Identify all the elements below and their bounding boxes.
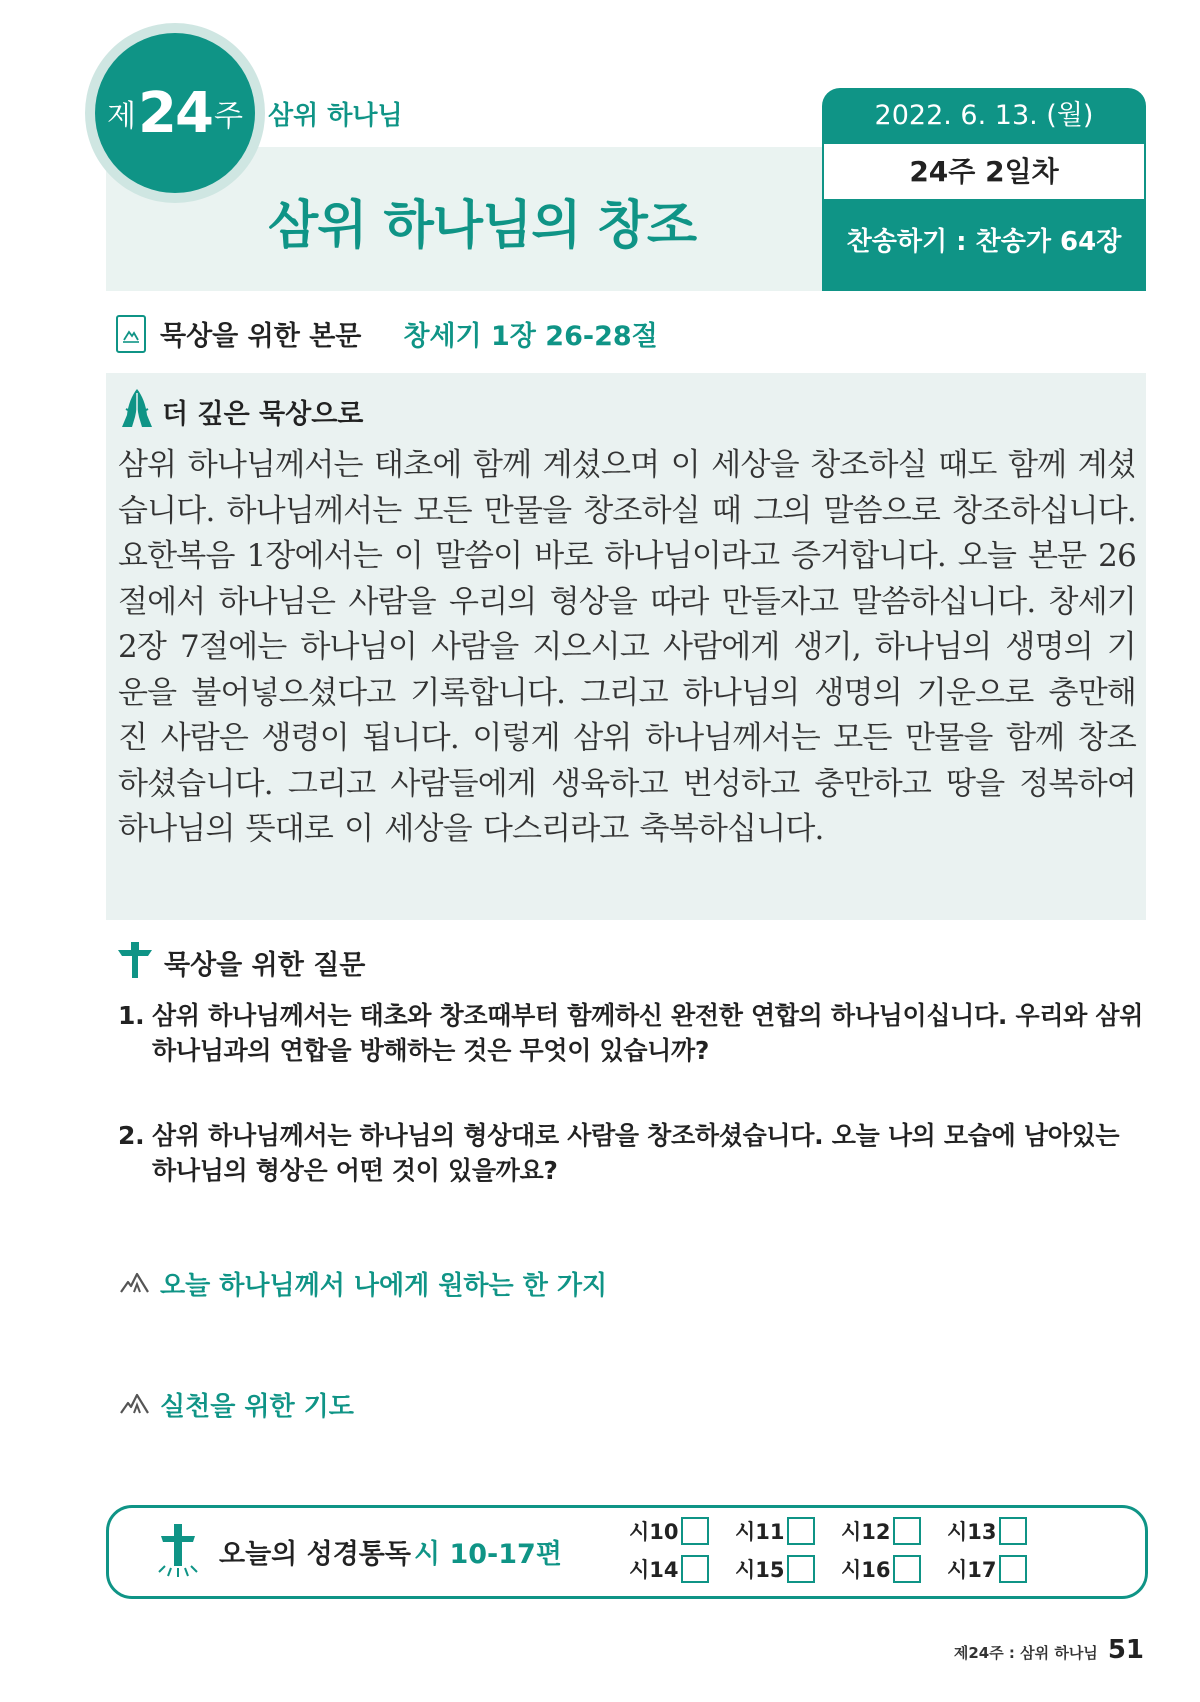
scripture-reference: 창세기 1장 26-28절 xyxy=(403,321,658,352)
praying-hands-icon xyxy=(118,387,156,435)
checkbox[interactable] xyxy=(681,1517,709,1545)
prayer-prompt-text: 실천을 위한 기도 xyxy=(160,1392,354,1422)
week-number: 24 xyxy=(138,80,212,146)
chapter-label: 시17 xyxy=(947,1558,997,1582)
question-number: 2. xyxy=(118,1121,145,1150)
checkbox[interactable] xyxy=(787,1555,815,1583)
reading-check-item[interactable] xyxy=(735,1514,841,1548)
meditation-body: 삼위 하나님께서는 태초에 함께 계셨으며 이 세상을 창조하실 때도 함께 계셨습니다. 하나님께서는 모든 만물을 창조하실 때 그의 말씀으로 창조하십니다. 요한복음 1장에서는 이 말씀이 바로 하나님이라고 증거합니다. 오늘 본문 26절에서 하나님은 사람을 우리의 형상을 따라 만들자고 말씀하십니다. 창세기 2장 7절에는 하나님이 사람을 지으시고 사람에게 생기, 하나님의 생명의 기운을 불어넣으셨다고 기록합니다. 그리고 하나님의 생명의 기운으로 충만해진 사람은 생령이 됩니다. 이렇게 삼위 하나님께서는 모든 만물을 함께 창조하셨습니다. 그리고 사람들에게 생육하고 번성하고 충만하고 땅을 정복하여 하나님의 뜻대로 이 세상을 다스리라고 축복하십니다. xyxy=(118,447,1136,847)
bible-reading-bar xyxy=(106,1505,1148,1599)
meditation-heading-text: 더 깊은 묵상으로 xyxy=(162,398,364,430)
question-text: 삼위 하나님께서는 하나님의 형상대로 사람을 창조하셨습니다. 오늘 나의 모습에 남아있는 하나님의 형상은 어떤 것이 있을까요? xyxy=(152,1121,1120,1185)
chapter-label: 시10 xyxy=(629,1520,679,1544)
checkbox[interactable] xyxy=(893,1555,921,1583)
reading-check-item[interactable] xyxy=(629,1552,735,1586)
question-number: 1. xyxy=(118,1001,145,1030)
question-text: 삼위 하나님께서는 태초와 창조때부터 함께하신 완전한 연합의 하나님이십니다. 우리와 삼위 하나님과의 연합을 방해하는 것은 무엇이 있습니까? xyxy=(152,1001,1144,1065)
reading-check-item[interactable] xyxy=(841,1514,947,1548)
scripture-label: 묵상을 위한 본문 xyxy=(160,321,362,352)
cross-icon xyxy=(116,940,154,984)
meditation-box xyxy=(106,373,1146,920)
checkbox[interactable] xyxy=(999,1517,1027,1545)
checkbox[interactable] xyxy=(787,1517,815,1545)
question-item xyxy=(118,1118,1148,1188)
question-item xyxy=(118,998,1148,1068)
mountain-icon xyxy=(120,1270,150,1298)
checkbox[interactable] xyxy=(999,1555,1027,1583)
prayer-prompt xyxy=(120,1386,354,1423)
page-footer xyxy=(954,1635,1144,1665)
reading-check-item[interactable] xyxy=(947,1514,1053,1548)
reading-check-item[interactable] xyxy=(629,1514,735,1548)
wish-prompt xyxy=(120,1265,607,1302)
chapter-label: 시14 xyxy=(629,1558,679,1582)
week-prefix: 제 xyxy=(107,99,137,134)
bible-book-icon xyxy=(116,315,146,353)
day-label: 24주 2일차 xyxy=(824,144,1144,199)
chapter-label: 시13 xyxy=(947,1520,997,1544)
week-suffix: 주 xyxy=(213,99,243,134)
week-badge xyxy=(95,33,255,193)
mountain-icon xyxy=(120,1391,150,1419)
questions-heading-text: 묵상을 위한 질문 xyxy=(164,949,366,981)
reading-checklist xyxy=(629,1514,1053,1586)
checkbox[interactable] xyxy=(893,1517,921,1545)
chapter-label: 시11 xyxy=(735,1520,785,1544)
checkbox[interactable] xyxy=(681,1555,709,1583)
reading-check-item[interactable] xyxy=(947,1552,1053,1586)
cross-light-icon xyxy=(153,1520,203,1582)
chapter-label: 시15 xyxy=(735,1558,785,1582)
theme-label: 삼위 하나님 xyxy=(268,101,403,131)
questions-heading xyxy=(116,940,365,984)
page-title: 삼위 하나님의 창조 xyxy=(268,196,697,256)
footer-text: 제24주 : 삼위 하나님 xyxy=(953,1644,1098,1662)
reading-check-item[interactable] xyxy=(735,1552,841,1586)
reading-title: 오늘의 성경통독 xyxy=(219,1539,411,1570)
reading-check-item[interactable] xyxy=(841,1552,947,1586)
wish-prompt-text: 오늘 하나님께서 나에게 원하는 한 가지 xyxy=(160,1271,608,1301)
scripture-row xyxy=(116,314,658,353)
date-text: 2022. 6. 13. (월) xyxy=(874,100,1094,131)
date-panel xyxy=(822,88,1146,291)
reading-range: 시 10-17편 xyxy=(414,1539,562,1570)
hymn-label: 찬송하기 : 찬송가 64장 xyxy=(846,227,1122,257)
page-number: 51 xyxy=(1107,1635,1144,1665)
chapter-label: 시16 xyxy=(841,1558,891,1582)
meditation-heading xyxy=(118,387,363,435)
chapter-label: 시12 xyxy=(841,1520,891,1544)
